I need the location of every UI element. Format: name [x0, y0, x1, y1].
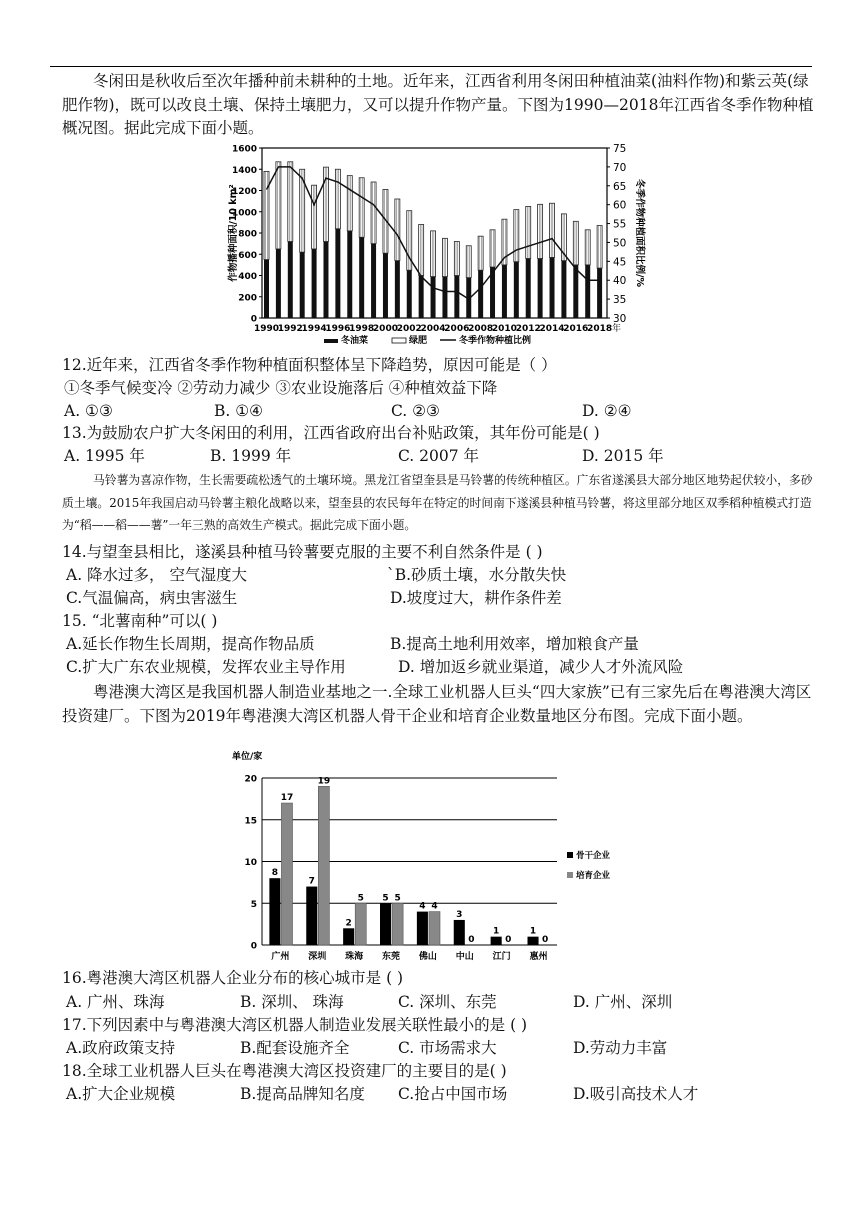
chart1-bar-rapeseed: [276, 249, 281, 318]
chart2-bar-nurture: [281, 803, 292, 945]
question-18-option-d[interactable]: D.吸引高技术人才: [573, 1085, 699, 1103]
robot-enterprise-chart: [0, 745, 860, 965]
question-18-option-a[interactable]: A.扩大企业规模: [66, 1085, 176, 1103]
chart1-legend-swatch-green-manure: [392, 338, 406, 343]
chart1-right-tick-label: 75: [613, 143, 627, 155]
chart1-bar-green-manure: [585, 230, 590, 265]
chart1-bar-rapeseed: [312, 249, 317, 318]
question-14-option-b[interactable]: `B.砂质土壤，水分散失快: [387, 566, 567, 584]
chart1-year-suffix: 年: [612, 324, 622, 334]
chart1-left-tick-label: 1600: [231, 144, 257, 155]
chart2-value-nurture: 5: [357, 893, 364, 904]
chart1-bar-rapeseed: [288, 242, 293, 319]
chart2-category-label: 珠海: [345, 952, 364, 962]
question-17-option-d[interactable]: D.劳动力丰富: [573, 1039, 668, 1057]
chart2-legend-nurture: 培育企业: [576, 871, 611, 881]
question-15-option-b[interactable]: B.提高土地利用效率，增加粮食产量: [390, 635, 639, 653]
chart2-value-nurture: 19: [317, 776, 331, 787]
chart1-bar-rapeseed: [585, 265, 590, 318]
chart1-x-tick-label: 2018: [587, 324, 613, 334]
chart2-value-backbone: 8: [271, 868, 279, 879]
winter-crop-chart: [0, 141, 860, 346]
chart1-left-tick-label: 400: [238, 272, 257, 282]
chart1-left-tick-label: 0: [250, 314, 257, 325]
chart2-value-nurture: 0: [541, 935, 549, 945]
chart2-value-nurture: 4: [431, 901, 438, 912]
passage-3: 粤港澳大湾区是我国机器人制造业基地之一.全球工业机器人巨头“四大家族”已有三家先后在粤港澳大湾区投资建厂。下图为2019年粤港澳大湾区机器人骨干企业和培育企业数量地区分布图。完成下面小题。: [62, 683, 812, 725]
chart1-bar-green-manure: [371, 182, 376, 244]
chart1-right-axis-label: 冬季作物种植面积比例/%: [634, 179, 645, 287]
chart1-bar-rapeseed: [323, 242, 328, 319]
chart2-value-nurture: 17: [280, 793, 294, 804]
chart2-y-tick-label: 20: [244, 774, 257, 785]
chart1-bar-green-manure: [573, 221, 578, 265]
chart1-x-tick-label: 1998: [349, 324, 375, 334]
chart1-left-tick-label: 1000: [231, 208, 257, 219]
chart2-value-backbone: 1: [529, 926, 537, 937]
chart2-unit-label: 单位/家: [232, 752, 263, 762]
chart2-y-tick-label: 10: [244, 858, 257, 868]
chart1-right-tick-label: 30: [613, 313, 627, 325]
chart2-legend-backbone: 骨干企业: [576, 851, 611, 861]
chart1-right-tick-label: 55: [613, 218, 627, 231]
chart1-bar-rapeseed: [561, 261, 566, 318]
question-15-option-d[interactable]: D. 增加返乡就业渠道，减少人才外流风险: [398, 658, 684, 676]
question-12-option-a[interactable]: A. ①③: [64, 402, 113, 420]
question-12-option-c[interactable]: C. ②③: [391, 402, 440, 420]
chart1-left-tick-label: 1200: [231, 187, 257, 197]
chart1-bar-rapeseed: [419, 276, 424, 319]
chart1-right-tick-label: 65: [613, 180, 627, 193]
question-15-option-a[interactable]: A.延长作物生长周期，提高作物品质: [66, 635, 315, 653]
chart2-bar-backbone: [528, 937, 539, 945]
chart1-right-tick-label: 70: [613, 161, 627, 174]
chart2-bar-backbone: [269, 878, 280, 945]
robot-enterprise-chart-bars: [269, 786, 538, 945]
chart1-x-tick-label: 2002: [396, 324, 422, 334]
question-14-option-d[interactable]: D.坡度过大，耕作条件差: [390, 589, 562, 607]
chart2-category-label: 惠州: [529, 952, 548, 962]
chart1-bar-green-manure: [359, 178, 364, 238]
question-12-items: ①冬季气候变冷 ②劳动力减少 ③农业设施落后 ④种植效益下降: [64, 379, 498, 397]
chart2-value-backbone: 1: [493, 926, 500, 937]
question-15-stem: 15. “北薯南种”可以( ): [62, 612, 218, 630]
question-13-stem: 13.为鼓励农户扩大冬闲田的利用，江西省政府出台补贴政策，其年份可能是( ): [62, 424, 600, 442]
chart1-x-tick-label: 2016: [563, 324, 589, 334]
question-12-stem: 12.近年来，江西省冬季作物种植面积整体呈下降趋势，原因可能是（ ）: [62, 356, 557, 374]
chart1-bar-green-manure: [335, 169, 340, 229]
chart1-bar-rapeseed: [514, 262, 519, 318]
chart1-x-tick-label: 1996: [325, 324, 351, 334]
chart1-x-tick-label: 2006: [444, 324, 470, 334]
chart1-x-tick-label: 1992: [277, 324, 303, 334]
chart1-left-axis-label: 作物播种面积/10 km²: [228, 184, 239, 282]
chart1-x-tick-label: 2008: [468, 324, 494, 334]
chart2-bar-backbone: [343, 928, 354, 945]
question-18-stem: 18.全球工业机器人巨头在粤港澳大湾区投资建厂的主要目的是( ): [62, 1062, 507, 1080]
chart2-y-tick-label: 5: [250, 899, 257, 910]
chart2-value-backbone: 3: [456, 909, 463, 920]
chart1-x-tick-label: 2010: [491, 324, 517, 334]
question-16-option-c[interactable]: C. 深圳、东莞: [398, 993, 497, 1011]
chart1-left-tick-label: 600: [238, 250, 257, 261]
chart1-bar-green-manure: [478, 236, 483, 270]
question-14-option-c[interactable]: C.气温偏高，病虫害滋生: [66, 589, 238, 607]
question-14-option-a[interactable]: A. 降水过多， 空气湿度大: [66, 566, 247, 584]
chart2-value-backbone: 5: [382, 893, 389, 904]
chart2-category-label: 中山: [455, 952, 474, 962]
chart2-bar-nurture: [392, 903, 403, 945]
question-14-stem: 14.与望奎县相比，遂溪县种植马铃薯要克服的主要不利自然条件是 ( ): [62, 543, 543, 561]
chart1-bar-rapeseed: [454, 276, 459, 319]
chart1-bar-rapeseed: [431, 277, 436, 318]
question-13-option-d[interactable]: D. 2015 年: [582, 447, 664, 465]
chart1-bar-green-manure: [454, 242, 459, 276]
chart1-bar-green-manure: [597, 226, 602, 269]
winter-crop-chart-bars: [264, 162, 602, 318]
chart1-x-tick-label: 2012: [515, 324, 541, 334]
chart1-bar-rapeseed: [478, 270, 483, 318]
chart1-left-tick-label: 800: [238, 229, 257, 240]
chart2-bar-backbone: [380, 903, 391, 945]
question-17-option-c[interactable]: C. 市场需求大: [398, 1039, 497, 1057]
chart1-bar-rapeseed: [526, 259, 531, 319]
question-12-option-d[interactable]: D. ②④: [582, 402, 632, 420]
question-13-option-c[interactable]: C. 2007 年: [398, 447, 480, 465]
chart2-bar-backbone: [454, 920, 465, 945]
chart1-x-tick-label: 2014: [539, 324, 565, 334]
chart1-bar-rapeseed: [347, 231, 352, 318]
chart1-legend-swatch-rapeseed: [324, 339, 338, 343]
chart1-right-tick-label: 50: [613, 237, 627, 250]
chart1-x-tick-label: 2004: [420, 324, 446, 334]
chart1-x-tick-label: 2000: [372, 324, 398, 334]
chart1-bar-green-manure: [312, 185, 317, 249]
chart1-bar-green-manure: [538, 204, 543, 258]
chart2-bar-nurture: [318, 786, 329, 945]
chart2-bar-backbone: [491, 937, 502, 945]
chart2-value-backbone: 4: [419, 901, 426, 912]
question-13-option-a[interactable]: A. 1995 年: [64, 447, 145, 465]
chart1-bar-green-manure: [431, 231, 436, 277]
chart2-bar-backbone: [306, 887, 317, 945]
question-16-option-d[interactable]: D. 广州、深圳: [573, 993, 673, 1011]
chart1-bar-rapeseed: [395, 261, 400, 318]
chart2-y-tick-label: 15: [244, 816, 257, 827]
chart1-bar-rapeseed: [442, 277, 447, 318]
chart1-bar-green-manure: [490, 230, 495, 267]
chart2-category-label: 江门: [492, 952, 511, 962]
chart1-left-tick-label: 1400: [231, 165, 257, 176]
chart1-legend-ratio: 冬季作物种植比例: [459, 336, 532, 346]
chart2-category-label: 佛山: [418, 952, 437, 962]
chart2-category-label: 深圳: [308, 952, 327, 962]
chart1-left-tick-label: 200: [238, 293, 257, 304]
question-16-option-a[interactable]: A. 广州、珠海: [66, 993, 165, 1011]
chart1-legend-rapeseed: 冬油菜: [341, 336, 369, 346]
chart1-bar-green-manure: [276, 162, 281, 249]
question-13-option-b[interactable]: B. 1999 年: [210, 447, 292, 465]
chart1-bar-rapeseed: [502, 265, 507, 318]
top-rule: [50, 66, 812, 67]
question-16-stem: 16.粤港澳大湾区机器人企业分布的核心城市是 ( ): [62, 969, 404, 987]
chart2-category-label: 广州: [271, 952, 290, 962]
chart1-bar-green-manure: [514, 210, 519, 262]
chart1-bar-rapeseed: [538, 259, 543, 319]
chart1-bar-green-manure: [419, 225, 424, 276]
chart2-bar-backbone: [417, 912, 428, 945]
chart1-x-tick-label: 1990: [253, 324, 280, 334]
chart1-x-tick-label: 1994: [301, 324, 327, 334]
chart1-bar-rapeseed: [371, 244, 376, 318]
chart1-bar-rapeseed: [335, 229, 340, 318]
question-18-option-b[interactable]: B.提高品牌知名度: [240, 1085, 365, 1103]
chart2-value-nurture: 0: [468, 935, 475, 945]
chart1-right-tick-label: 60: [613, 199, 627, 212]
chart1-bar-rapeseed: [264, 260, 269, 318]
question-17-stem: 17.下列因素中与粤港澳大湾区机器人制造业发展关联性最小的是 ( ): [62, 1016, 528, 1034]
question-12-option-b[interactable]: B. ①④: [214, 402, 264, 420]
chart1-bar-green-manure: [347, 176, 352, 231]
chart1-bar-green-manure: [526, 206, 531, 258]
chart1-bar-green-manure: [442, 238, 447, 276]
chart1-bar-green-manure: [264, 171, 269, 259]
chart2-bar-nurture: [429, 912, 440, 945]
chart2-legend-swatch-nurture: [567, 872, 573, 878]
chart2-value-backbone: 2: [345, 918, 352, 929]
question-17-option-a[interactable]: A.政府政策支持: [66, 1039, 176, 1057]
chart1-right-tick-label: 45: [613, 256, 627, 269]
chart1-bar-rapeseed: [383, 253, 388, 318]
chart1-bar-rapeseed: [550, 257, 555, 318]
chart2-value-nurture: 0: [505, 935, 512, 945]
question-17-option-b[interactable]: B.配套设施齐全: [240, 1039, 350, 1057]
chart1-right-tick-label: 40: [613, 275, 627, 288]
chart2-category-label: 东莞: [382, 952, 401, 962]
chart2-legend-swatch-backbone: [567, 852, 573, 858]
chart1-legend-green-manure: 绿肥: [409, 336, 428, 346]
passage-2: 马铃薯为喜凉作物，生长需要疏松透气的土壤环境。黑龙江省望奎县是马铃薯的传统种植区。广东省遂溪县大部分地区地势起伏较小，多砂质土壤。2015年我国启动马铃薯主粮化战略以来，望奎县的农民每年在特定的时间南下遂溪县种植马铃薯，将这里部分地区双季稻种植模式打造为“稻——稻——薯”一年三熟的高效生产模式。据此完成下面小题。: [62, 473, 813, 532]
chart1-bar-rapeseed: [300, 252, 305, 318]
chart2-y-tick-label: 0: [250, 941, 257, 952]
chart1-bar-green-manure: [395, 199, 400, 261]
chart1-bar-green-manure: [466, 246, 471, 278]
chart1-bar-green-manure: [288, 162, 293, 242]
chart2-value-nurture: 5: [394, 893, 401, 904]
chart1-right-tick-label: 35: [613, 294, 627, 307]
question-16-option-b[interactable]: B. 深圳、 珠海: [240, 993, 344, 1011]
chart2-value-backbone: 7: [308, 876, 315, 887]
chart2-bar-nurture: [355, 903, 366, 945]
question-15-option-c[interactable]: C.扩大广东农业规模，发挥农业主导作用: [66, 658, 346, 676]
chart1-bar-rapeseed: [573, 265, 578, 318]
chart1-bar-rapeseed: [597, 268, 602, 318]
chart1-bar-rapeseed: [359, 237, 364, 318]
passage-1: 冬闲田是秋收后至次年播种前未耕种的土地。近年来，江西省利用冬闲田种植油菜(油料作物)和紫云英(绿肥作物)，既可以改良土壤、保持土壤肥力，又可以提升作物产量。下图为1990—2018年江西省冬季作物种植概况图。据此完成下面小题。: [62, 72, 814, 137]
chart1-bar-green-manure: [550, 203, 555, 257]
question-18-option-c[interactable]: C.抢占中国市场: [398, 1085, 508, 1103]
chart1-bar-rapeseed: [407, 270, 412, 318]
